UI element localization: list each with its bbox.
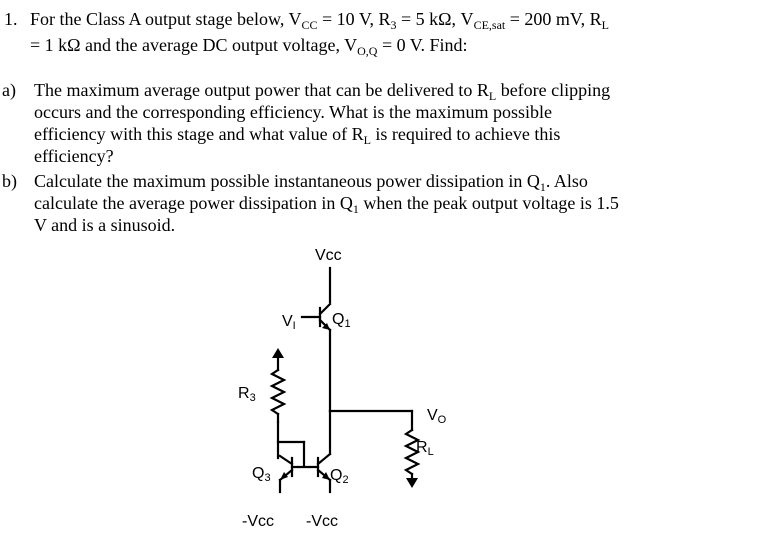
vee-right-label: -Vcc — [306, 513, 338, 530]
part-b-text-line-3: V and is a sinusoid. — [34, 215, 176, 235]
vi-label: VI — [282, 313, 296, 332]
r3-label: R3 — [238, 385, 256, 404]
vo-label: VO — [427, 407, 447, 426]
part-b-label: b) — [2, 171, 17, 191]
rl-ground-arrow — [406, 478, 418, 488]
r3-resistor — [272, 370, 284, 414]
q1-label: Q1 — [332, 311, 351, 330]
rl-label: RL — [416, 439, 434, 458]
part-a-text-line-3: efficiency with this stage and what value of $R_L$ is required to achieve this — [34, 124, 561, 147]
q3-collector-diag — [280, 456, 292, 464]
r3-supply-arrow — [272, 348, 284, 358]
question-number: 1. — [4, 9, 18, 29]
part-a-text-line-4: efficiency? — [34, 146, 114, 166]
q2-label: Q2 — [330, 467, 349, 486]
vcc-top-label: Vcc — [315, 247, 342, 264]
part-a-text-line-1: The maximum average output power that can be delivered to $R_L$ before clipping — [34, 80, 611, 103]
part-b-text-line-1: Calculate the maximum possible instantaneous power dissipation in $Q_1$. Also — [34, 171, 588, 194]
class-a-output-stage-schematic — [220, 240, 480, 536]
part-b-text-line-2: calculate the average power dissipation in $Q_1$ when the peak output voltage is 1.5 — [34, 193, 619, 216]
q2-collector-diag — [318, 454, 330, 464]
part-a-label: a) — [2, 80, 16, 100]
question-1-text-line-1: For the Class A output stage below, $V_{CC} = 10$ V, $R_3 = 5$ kΩ, $V_{CE,sat} = 200$ mV, $R_L$ — [30, 9, 609, 32]
q3-label: Q3 — [252, 465, 271, 484]
vee-left-label: -Vcc — [242, 513, 274, 530]
part-a-text-line-2: occurs and the corresponding efficiency. What is the maximum possible — [34, 102, 553, 122]
q1-collector-diag — [320, 304, 330, 314]
question-1-text-line-2: = 1 kΩ and the average DC output voltage, $V_{O,Q} = 0$ V. Find: — [30, 35, 468, 58]
